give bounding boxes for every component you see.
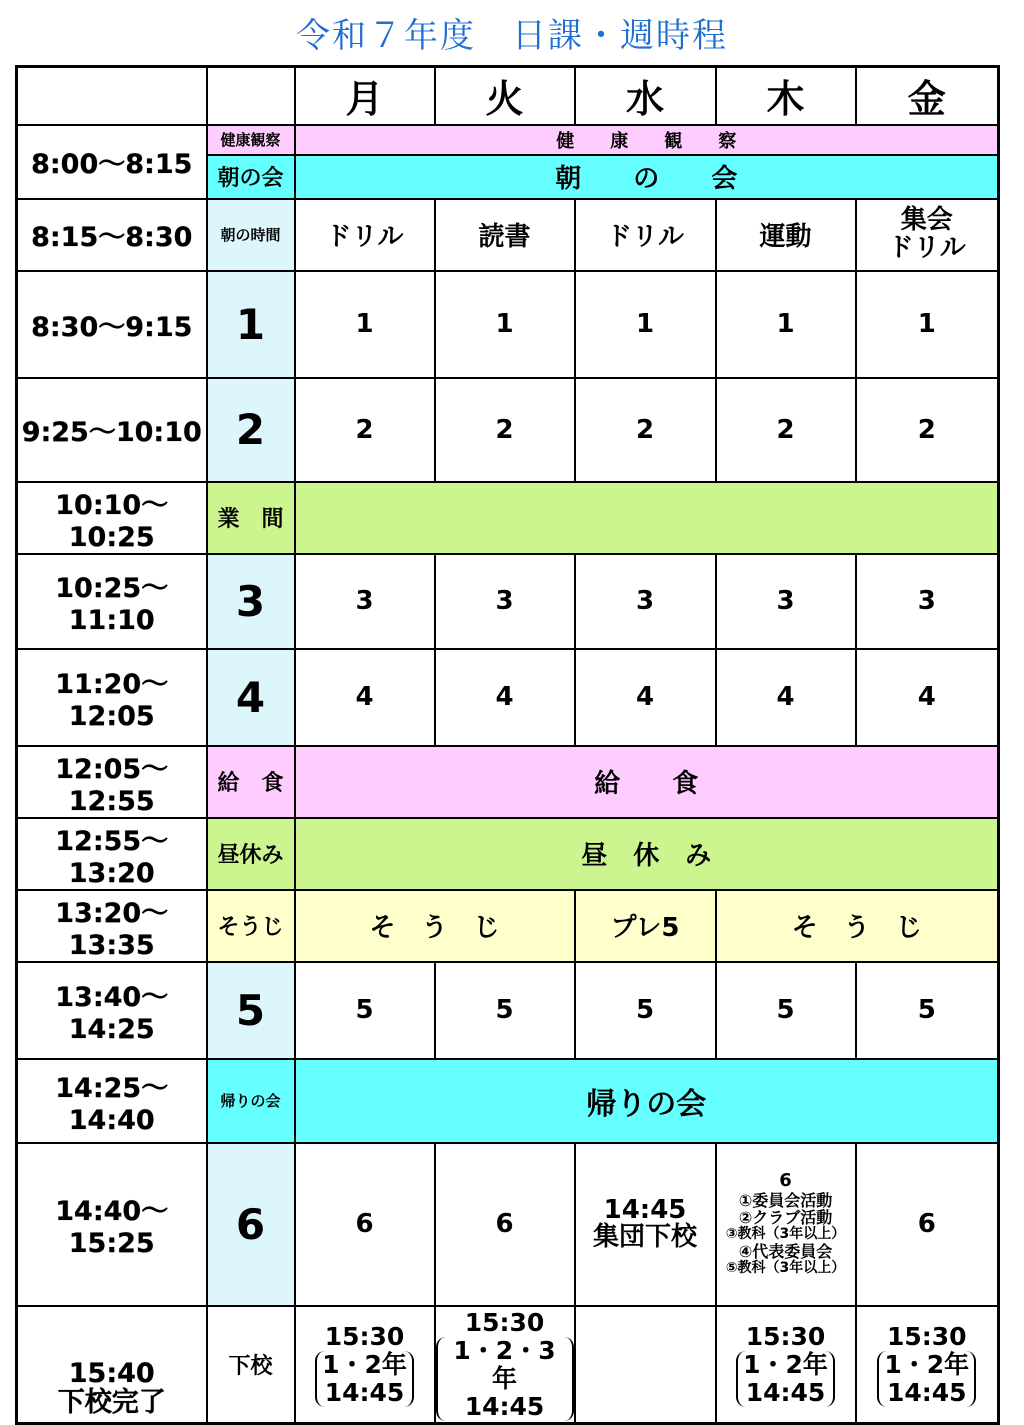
day-header: 水: [575, 67, 716, 125]
time-cell: 13:20～13:35: [17, 890, 207, 962]
period-cell: 1: [716, 271, 856, 378]
period-cell: ドリル: [295, 199, 435, 271]
row-period-4: [17, 649, 999, 746]
wed-note: 集団下校: [592, 1222, 697, 1252]
period-cell: 1: [575, 271, 716, 378]
dismissal-cell: [856, 1306, 999, 1424]
thu-line: ③教科（3年以上）: [725, 1226, 846, 1243]
row-asanojikan: [17, 199, 999, 271]
time-cell: 13:40～14:25: [17, 962, 207, 1059]
row-label: 給 食: [207, 746, 295, 818]
dism-early: 14:45: [745, 1377, 826, 1407]
dismissal-cell: [295, 1306, 435, 1424]
kyushoku-band: 給 食: [295, 746, 999, 818]
thu-line: ④代表委員会: [738, 1242, 833, 1262]
dism-grade: 1・2・3年: [453, 1335, 556, 1393]
period-cell: 6: [856, 1143, 999, 1306]
pre5-cell: プレ5: [575, 890, 716, 962]
period-cell: 運動: [716, 199, 856, 271]
period-cell: 5: [575, 962, 716, 1059]
page-title: 令和７年度 日課・週時程: [296, 16, 728, 56]
dism-grade: 1・2年: [884, 1349, 970, 1379]
period-cell: 2: [856, 378, 999, 482]
time-cell: 8:30～9:15: [17, 271, 207, 378]
period-number: 5: [207, 962, 295, 1059]
time-cell: 14:25～14:40: [17, 1059, 207, 1143]
row-souji: [17, 890, 999, 962]
day-header: 火: [435, 67, 575, 125]
row-period-1: [17, 271, 999, 378]
period-number: 3: [207, 554, 295, 649]
row-kenko: [17, 125, 999, 155]
fri-line: 集会: [900, 205, 953, 236]
dismissal-cell-empty: [575, 1306, 716, 1424]
row-period-3: [17, 554, 999, 649]
period-cell: 4: [575, 649, 716, 746]
period-cell: 6: [295, 1143, 435, 1306]
asanokai-band: 朝 の 会: [295, 155, 999, 199]
period-cell: 2: [435, 378, 575, 482]
hiruyasumi-band: 昼 休 み: [295, 818, 999, 890]
header-row: [17, 67, 999, 125]
thu-activities-cell: [716, 1143, 856, 1306]
dismissal-cell: [716, 1306, 856, 1424]
row-kaerinokai: [17, 1059, 999, 1143]
dism-time: 15:30: [324, 1321, 405, 1351]
period-cell: 4: [716, 649, 856, 746]
period-number: 4: [207, 649, 295, 746]
period-cell: 1: [856, 271, 999, 378]
time-cell: 12:55～13:20: [17, 818, 207, 890]
period-cell: 読書: [435, 199, 575, 271]
dism-grades: [436, 1337, 574, 1421]
kenko-band: 健 康 観 察: [295, 125, 999, 155]
time-cell: [17, 1306, 207, 1424]
thu-line: ①委員会活動: [738, 1190, 833, 1210]
dism-grades: [315, 1351, 414, 1407]
time-cell: 12:05～12:55: [17, 746, 207, 818]
time-cell: 8:15～8:30: [17, 199, 207, 271]
period-cell: 5: [435, 962, 575, 1059]
period-cell: 5: [716, 962, 856, 1059]
time-cell: 14:40～15:25: [17, 1143, 207, 1306]
row-label: 帰りの会: [207, 1059, 295, 1143]
period-cell: 2: [295, 378, 435, 482]
period-cell: 3: [575, 554, 716, 649]
dism-early: 14:45: [464, 1391, 545, 1421]
day-header: 月: [295, 67, 435, 125]
row-hiruyasumi: [17, 818, 999, 890]
fri-line: ドリル: [887, 232, 966, 263]
period-number: 6: [207, 1143, 295, 1306]
row-label: 朝の時間: [207, 199, 295, 271]
period-cell: 4: [856, 649, 999, 746]
period-cell: 5: [856, 962, 999, 1059]
dism-grade: 1・2年: [322, 1349, 407, 1379]
row-label: そうじ: [207, 890, 295, 962]
period-cell: 3: [435, 554, 575, 649]
row-label: 健康観察: [207, 125, 295, 155]
period-cell: 1: [435, 271, 575, 378]
corner-cell: [17, 67, 207, 125]
corner-cell: [207, 67, 295, 125]
period-number: 2: [207, 378, 295, 482]
row-kyushoku: [17, 746, 999, 818]
row-label: 昼休み: [207, 818, 295, 890]
period-cell: 4: [295, 649, 435, 746]
row-period-6: [17, 1143, 999, 1306]
geko-time: 15:40: [68, 1357, 155, 1389]
row-label: 朝の会: [207, 155, 295, 199]
period-number: 1: [207, 271, 295, 378]
dism-grade: 1・2年: [743, 1349, 828, 1379]
period-cell: 1: [295, 271, 435, 378]
time-cell: 10:25～11:10: [17, 554, 207, 649]
row-label: 業 間: [207, 482, 295, 554]
row-geko: [17, 1306, 999, 1424]
thu-line: ②クラブ活動: [738, 1208, 833, 1228]
kaerinokai-band: 帰りの会: [295, 1059, 999, 1143]
day-header: 木: [716, 67, 856, 125]
dism-grades: [877, 1351, 976, 1407]
period-cell: 4: [435, 649, 575, 746]
souji-band: そ う じ: [295, 890, 575, 962]
dism-time: 15:30: [886, 1321, 967, 1351]
wed-time: 14:45: [603, 1194, 687, 1225]
row-period-5: [17, 962, 999, 1059]
dism-early: 14:45: [886, 1377, 967, 1407]
dism-early: 14:45: [324, 1377, 405, 1407]
period-cell: 2: [575, 378, 716, 482]
period-cell: 6: [435, 1143, 575, 1306]
timetable: [15, 65, 1000, 1425]
dism-grades: [736, 1351, 835, 1407]
period-cell: 5: [295, 962, 435, 1059]
row-label: 下校: [207, 1306, 295, 1424]
period-cell: 3: [856, 554, 999, 649]
period-cell: 3: [716, 554, 856, 649]
wed-dismissal-cell: [575, 1143, 716, 1306]
gyokan-band: [295, 482, 999, 554]
period-cell: 3: [295, 554, 435, 649]
dism-time: 15:30: [464, 1307, 545, 1337]
dism-time: 15:30: [745, 1321, 826, 1351]
row-period-2: [17, 378, 999, 482]
period-cell: [856, 199, 999, 271]
souji-band: そ う じ: [716, 890, 999, 962]
time-cell: 9:25～10:10: [17, 378, 207, 482]
time-cell: 11:20～12:05: [17, 649, 207, 746]
time-cell: 8:00～8:15: [17, 125, 207, 199]
geko-note: 下校完了: [57, 1387, 166, 1419]
thu-line: 6: [779, 1170, 792, 1192]
thu-line: ⑤教科（3年以上）: [725, 1259, 846, 1276]
row-gyokan: [17, 482, 999, 554]
time-cell: 10:10～10:25: [17, 482, 207, 554]
day-header: 金: [856, 67, 999, 125]
period-cell: ドリル: [575, 199, 716, 271]
period-cell: 2: [716, 378, 856, 482]
dismissal-cell: [435, 1306, 575, 1424]
